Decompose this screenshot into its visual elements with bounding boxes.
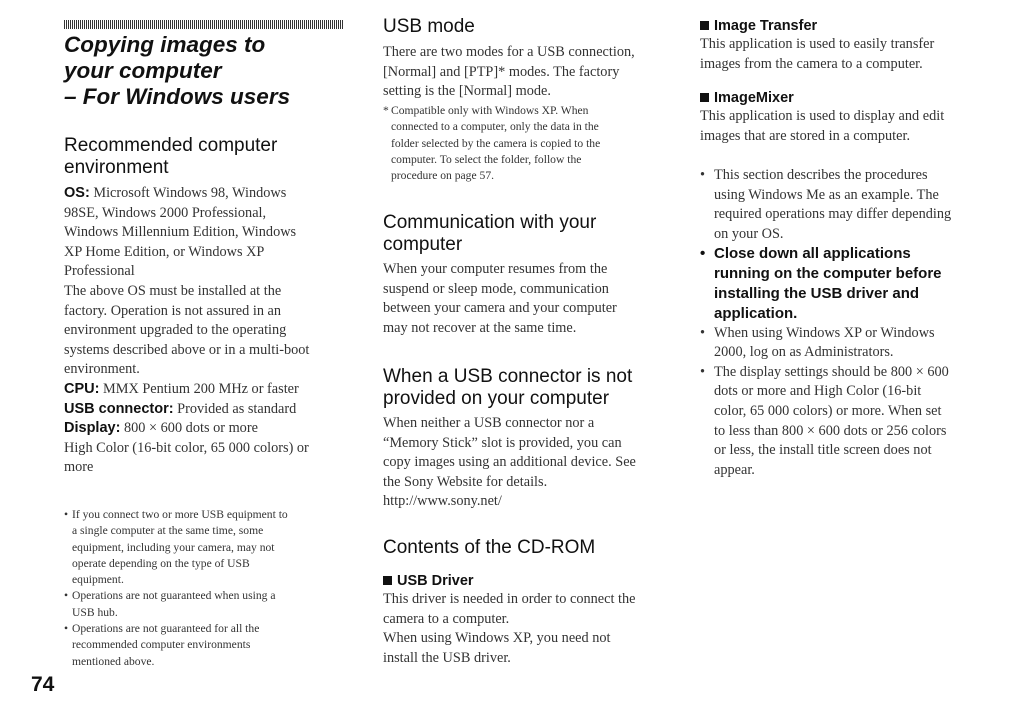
list-item: • Operations are not guaranteed when using a USB hub.	[64, 589, 276, 619]
list-item: • This section describes the procedures using Windows Me as an example. The required operations may differ depending on your OS.	[700, 167, 952, 242]
list-item: • Operations are not guaranteed for all the recommended computer environments mentioned above.	[64, 622, 260, 668]
recommended-environment-heading: Recommended computer environment	[64, 135, 278, 178]
usb-driver-heading: USB Driver	[383, 572, 474, 590]
communication-text: When your computer resumes from the suspend or sleep mode, communication between your camera and your computer may not recover at the same time.	[383, 261, 617, 336]
procedure-notes	[700, 166, 990, 480]
list-item-warning: • Close down all applications running on the computer before installing the USB driver and application.	[700, 245, 942, 322]
image-transfer-heading: Image Transfer	[700, 17, 817, 35]
usb-requirement: USB connector: Provided as standard	[64, 400, 297, 417]
list-item: • When using Windows XP or Windows 2000, log on as Administrators.	[700, 324, 935, 361]
chapter-title-line: your computer	[64, 58, 222, 83]
imagemixer-text: This application is used to display and edit images that are stored in a computer.	[700, 108, 945, 144]
cd-rom-contents-heading: Contents of the CD-ROM	[383, 537, 596, 558]
cpu-label: CPU:	[64, 380, 100, 397]
chapter-title-line: Copying images to	[64, 32, 266, 57]
square-bullet-icon	[383, 576, 392, 585]
no-usb-connector-text: When neither a USB connector nor a “Memory Stick” slot is provided, you can copy images using an additional device. See the Sony Website for details. http://www.sony.net/	[383, 414, 673, 512]
usb-label: USB connector:	[64, 400, 174, 417]
cpu-requirement: CPU: MMX Pentium 200 MHz or faster	[64, 380, 299, 397]
usb-mode-footnote: * Compatible only with Windows XP. When connected to a computer, only the data in the folder selected by the camera is copied to the computer. To select the folder, follow the procedure on page 57.	[383, 104, 601, 183]
list-item: • If you connect two or more USB equipment to a single computer at the same time, some equipment, including your camera, may not operate depending on the type of USB equipment.	[64, 508, 288, 587]
page-number: 74	[31, 673, 55, 696]
usb-driver-text: This driver is needed in order to connect the camera to a computer. When using Windows XP, you need not install the USB driver.	[383, 591, 636, 666]
chapter-header-bar	[64, 20, 344, 29]
chapter-title-line: – For Windows users	[64, 84, 291, 109]
image-transfer-text: This application is used to easily transfer images from the camera to a computer.	[700, 36, 935, 72]
chapter-title	[64, 32, 354, 110]
communication-heading: Communication with your computer	[383, 212, 597, 255]
square-bullet-icon	[700, 93, 709, 102]
usb-mode-heading: USB mode	[383, 16, 475, 37]
environment-notes	[64, 507, 354, 670]
no-usb-connector-heading: When a USB connector is not provided on your computer	[383, 366, 633, 409]
list-item: • The display settings should be 800 × 600 dots or more and High Color (16-bit color, 65 000 colors) or more. When set to less than 800 × 600 dots or 256 colors or less, the install title screen does not appear.	[700, 363, 949, 478]
os-requirement: OS: Microsoft Windows 98, Windows 98SE, Windows 2000 Professional, Windows Millennium Edition, Windows XP Home Edition, or Windows XP Professional The above OS must be installed at the factory. Operation is not assured in an environment upgraded to the operating systems described above or in a multi-boot environment. CPU: MMX Pentium 200 MHz or faster USB connector: Provided as standard Display: 800 × 600 dots or more High Color (16-bit color, 65 000 colors) or more	[64, 184, 354, 478]
display-label: Display:	[64, 420, 121, 437]
imagemixer-heading: ImageMixer	[700, 89, 794, 107]
display-requirement: Display: 800 × 600 dots or more	[64, 420, 258, 437]
sony-website-url: http://www.sony.net/	[383, 493, 502, 510]
usb-mode-text: There are two modes for a USB connection, [Normal] and [PTP]* modes. The factory setting is the [Normal] mode.	[383, 44, 635, 100]
square-bullet-icon	[700, 21, 709, 30]
os-label: OS:	[64, 185, 90, 201]
